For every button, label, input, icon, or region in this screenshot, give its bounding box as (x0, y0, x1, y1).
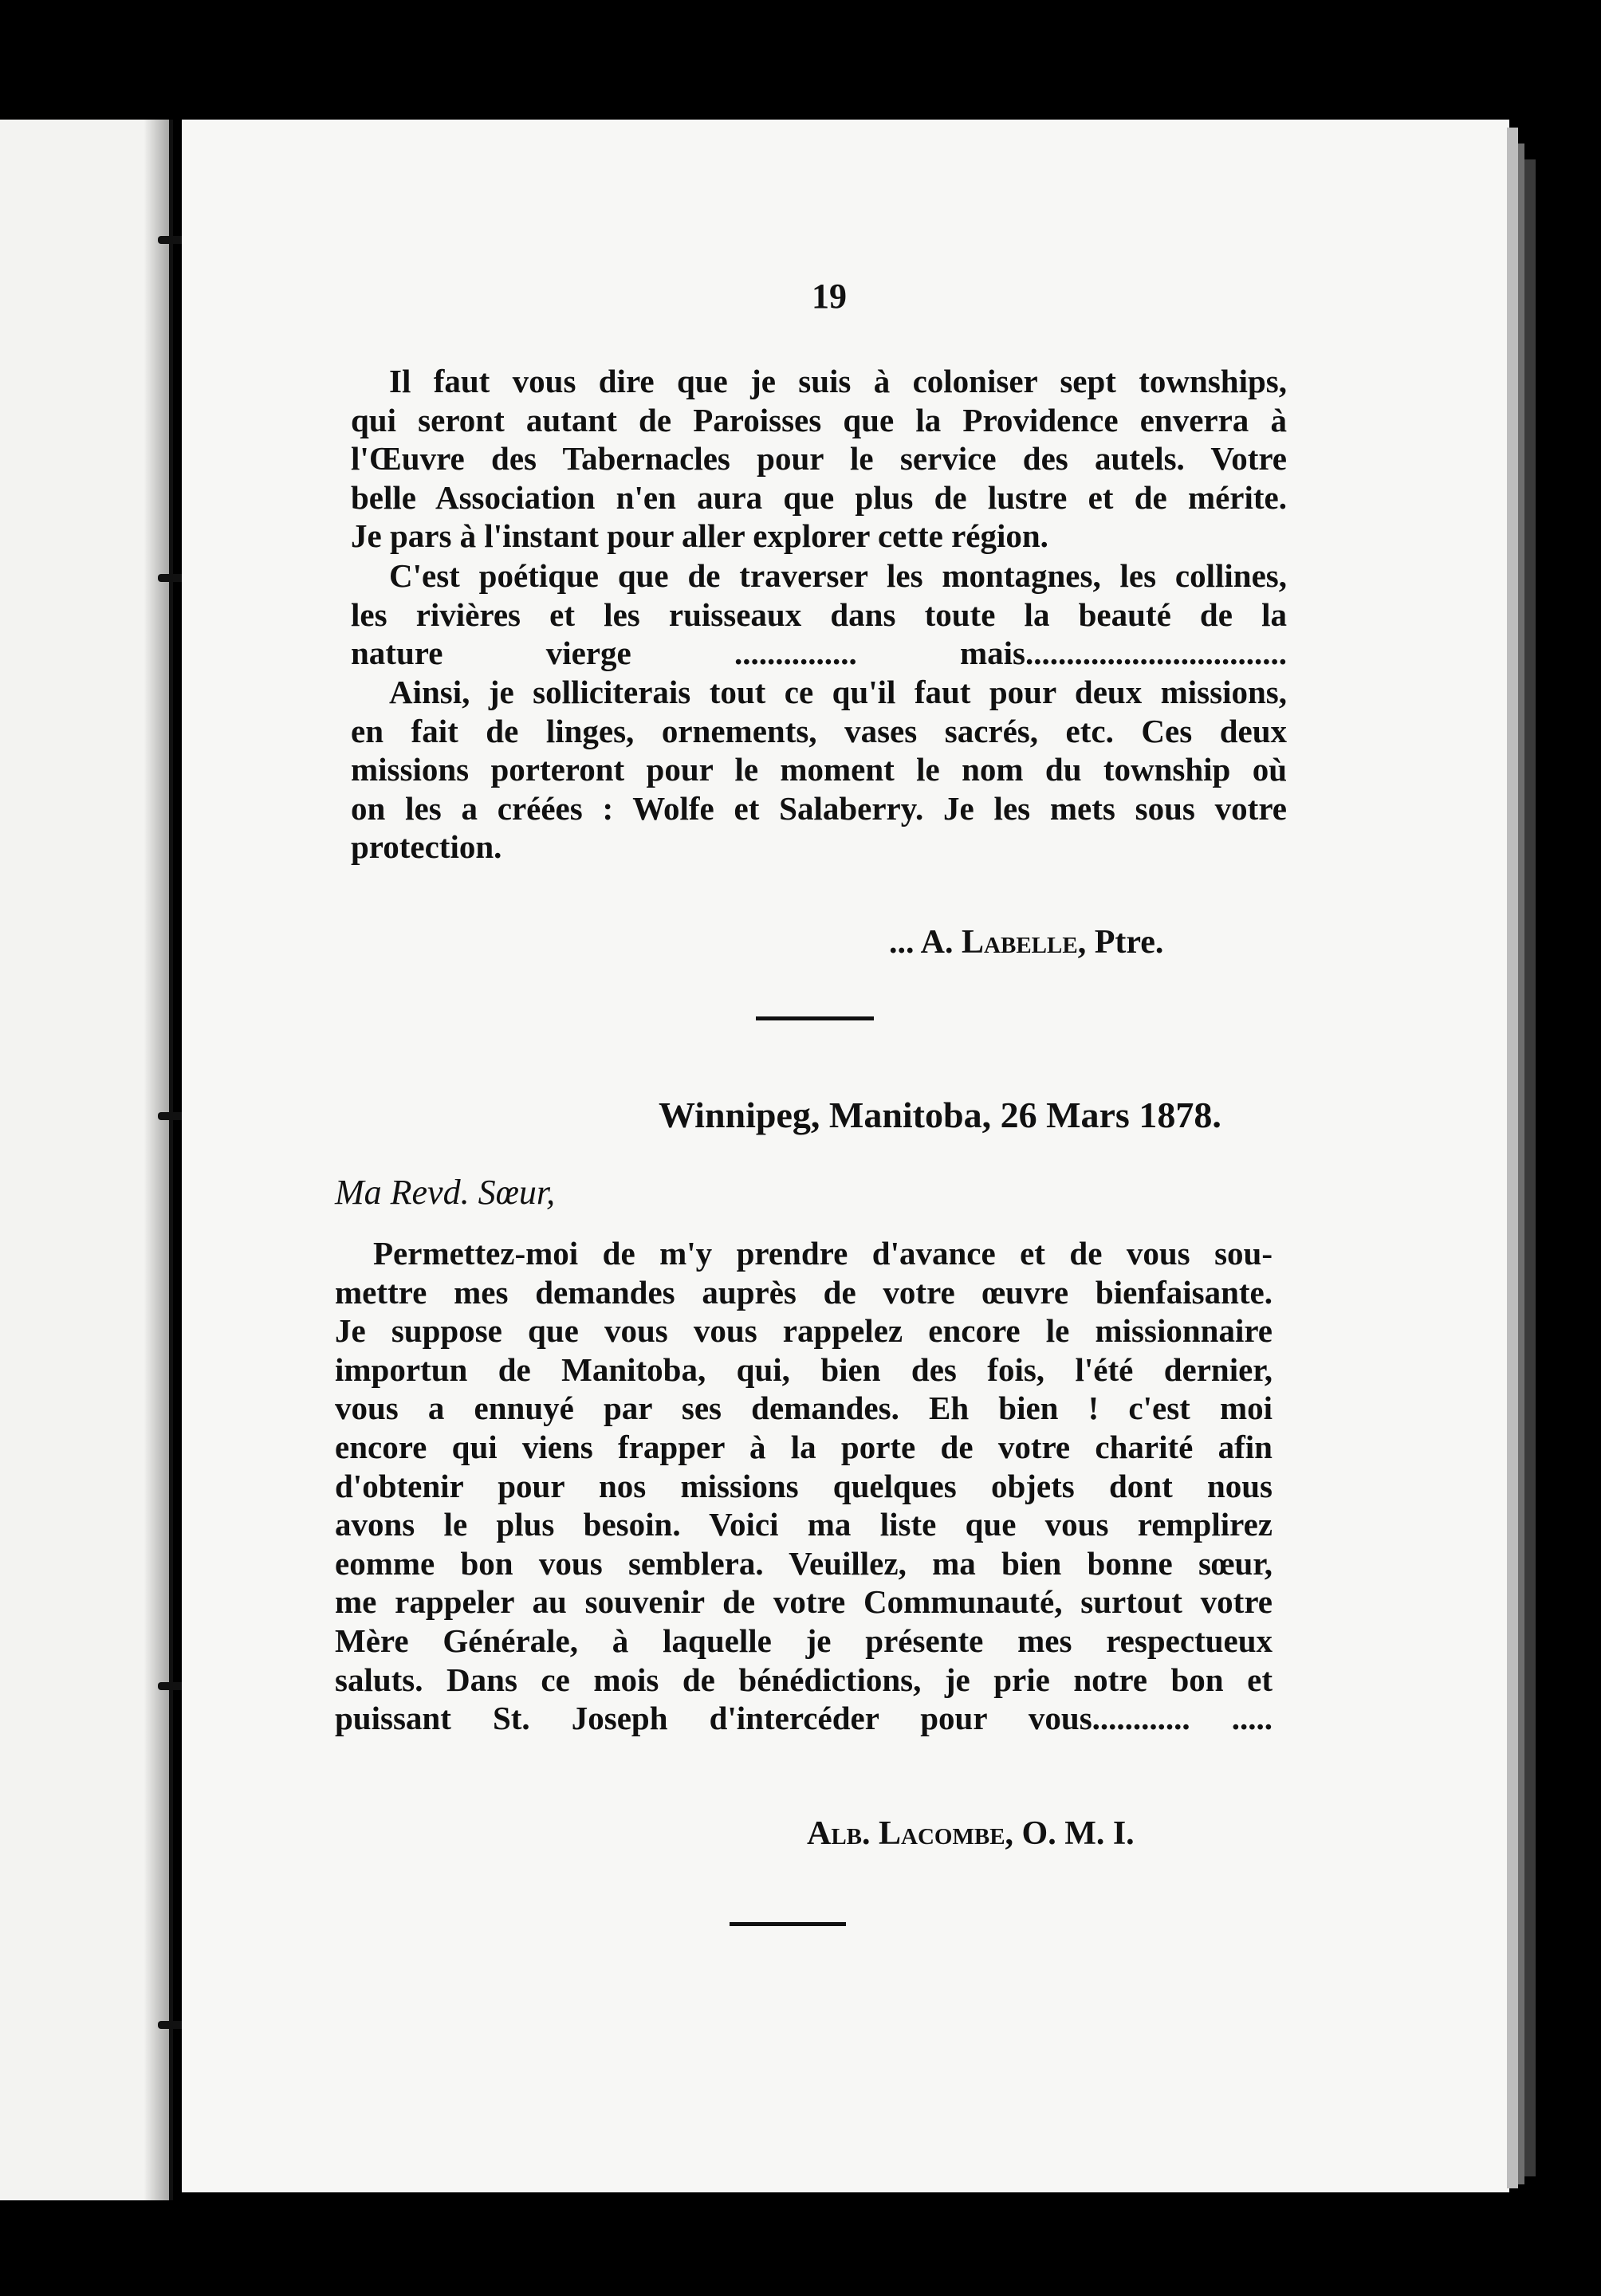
binding-stitch (158, 574, 185, 582)
binding-stitch (158, 1682, 185, 1690)
text-line: avons le plus besoin. Voici ma liste que vous remplirez (335, 1506, 1273, 1543)
text-line: Ainsi, je solliciterais tout ce qu'il faut pour deux missions, (389, 674, 1287, 710)
text-line: C'est poétique que de traverser les montagnes, les collines, (389, 557, 1287, 594)
text-line: encore qui viens frapper à la porte de votre charité afin (335, 1428, 1273, 1465)
text-line: eomme bon vous semblera. Veuillez, ma bien bonne sœur, (335, 1544, 1273, 1582)
page-edges (1507, 128, 1518, 2188)
letter1-paragraph-3 (351, 673, 1287, 867)
text-line: l'Œuvre des Tabernacles pour le service des autels. Votre (351, 440, 1287, 478)
letter1-signature (889, 923, 1163, 961)
binding-stitch (158, 2021, 185, 2029)
text-line: en fait de linges, ornements, vases sacrés, etc. Ces deux (351, 712, 1287, 749)
text-line: protection. (351, 828, 502, 866)
text-line: Permettez-moi de m'y prendre d'avance et de vous sou- (373, 1235, 1273, 1272)
text-line: vous a ennuyé par ses demandes. Eh bien ! c'est moi (335, 1390, 1273, 1427)
text-line: qui seront autant de Paroisses que la Providence enverra à (351, 401, 1287, 438)
text-line: puissant St. Joseph d'intercéder pour vous............ ..... (335, 1700, 1273, 1737)
text-line: Il faut vous dire que je suis à coloniser sept townships, (389, 363, 1287, 399)
signature-prefix: ... A. (889, 924, 962, 961)
binding-stitch (158, 236, 185, 244)
section-divider (756, 1016, 874, 1020)
page-edges (1518, 144, 1524, 2184)
letter2-dateline: Winnipeg, Manitoba, 26 Mars 1878. (659, 1095, 1221, 1135)
text-line: missions porteront pour le moment le nom du township où (351, 751, 1287, 788)
book-spine (169, 120, 173, 2200)
text-line: me rappeler au souvenir de votre Communauté, surtout votre (335, 1583, 1273, 1621)
binding-stitch (158, 1112, 185, 1120)
signature-suffix: , O. M. I. (1005, 1815, 1135, 1852)
letter2-paragraph-1 (335, 1234, 1273, 1738)
page-number: 19 (812, 277, 847, 316)
signature-name: Labelle (962, 924, 1078, 961)
text-line: mettre mes demandes auprès de votre œuvre bienfaisante. (335, 1273, 1273, 1311)
text-line: on les a créées : Wolfe et Salaberry. Je les mets sous votre (351, 789, 1287, 827)
text-line: Je pars à l'instant pour aller explorer cette région. (351, 517, 1048, 555)
signature-suffix: , Ptre. (1077, 924, 1164, 961)
text-line: d'obtenir pour nos missions quelques objets dont nous (335, 1467, 1273, 1504)
text-line: nature vierge ............... mais................................ (351, 635, 1287, 672)
section-divider (730, 1922, 846, 1926)
letter1-paragraph-2 (351, 556, 1287, 673)
page-edges (1524, 159, 1536, 2176)
signature-name: Alb. Lacombe (807, 1815, 1005, 1852)
text-line: Je suppose que vous vous rappelez encore le missionnaire (335, 1312, 1273, 1350)
letter1-paragraph-1 (351, 362, 1287, 556)
text-line: saluts. Dans ce mois de bénédictions, je prie notre bon et (335, 1661, 1273, 1698)
letter2-salutation: Ma Revd. Sœur, (335, 1173, 556, 1212)
letter2-signature (807, 1814, 1135, 1853)
text-line: Mère Générale, à laquelle je présente mes respectueux (335, 1622, 1273, 1659)
text-line: les rivières et les ruisseaux dans toute la beauté de la (351, 596, 1287, 633)
text-line: belle Association n'en aura que plus de lustre et de mérite. (351, 478, 1287, 516)
text-line: importun de Manitoba, qui, bien des fois, l'été dernier, (335, 1350, 1273, 1388)
